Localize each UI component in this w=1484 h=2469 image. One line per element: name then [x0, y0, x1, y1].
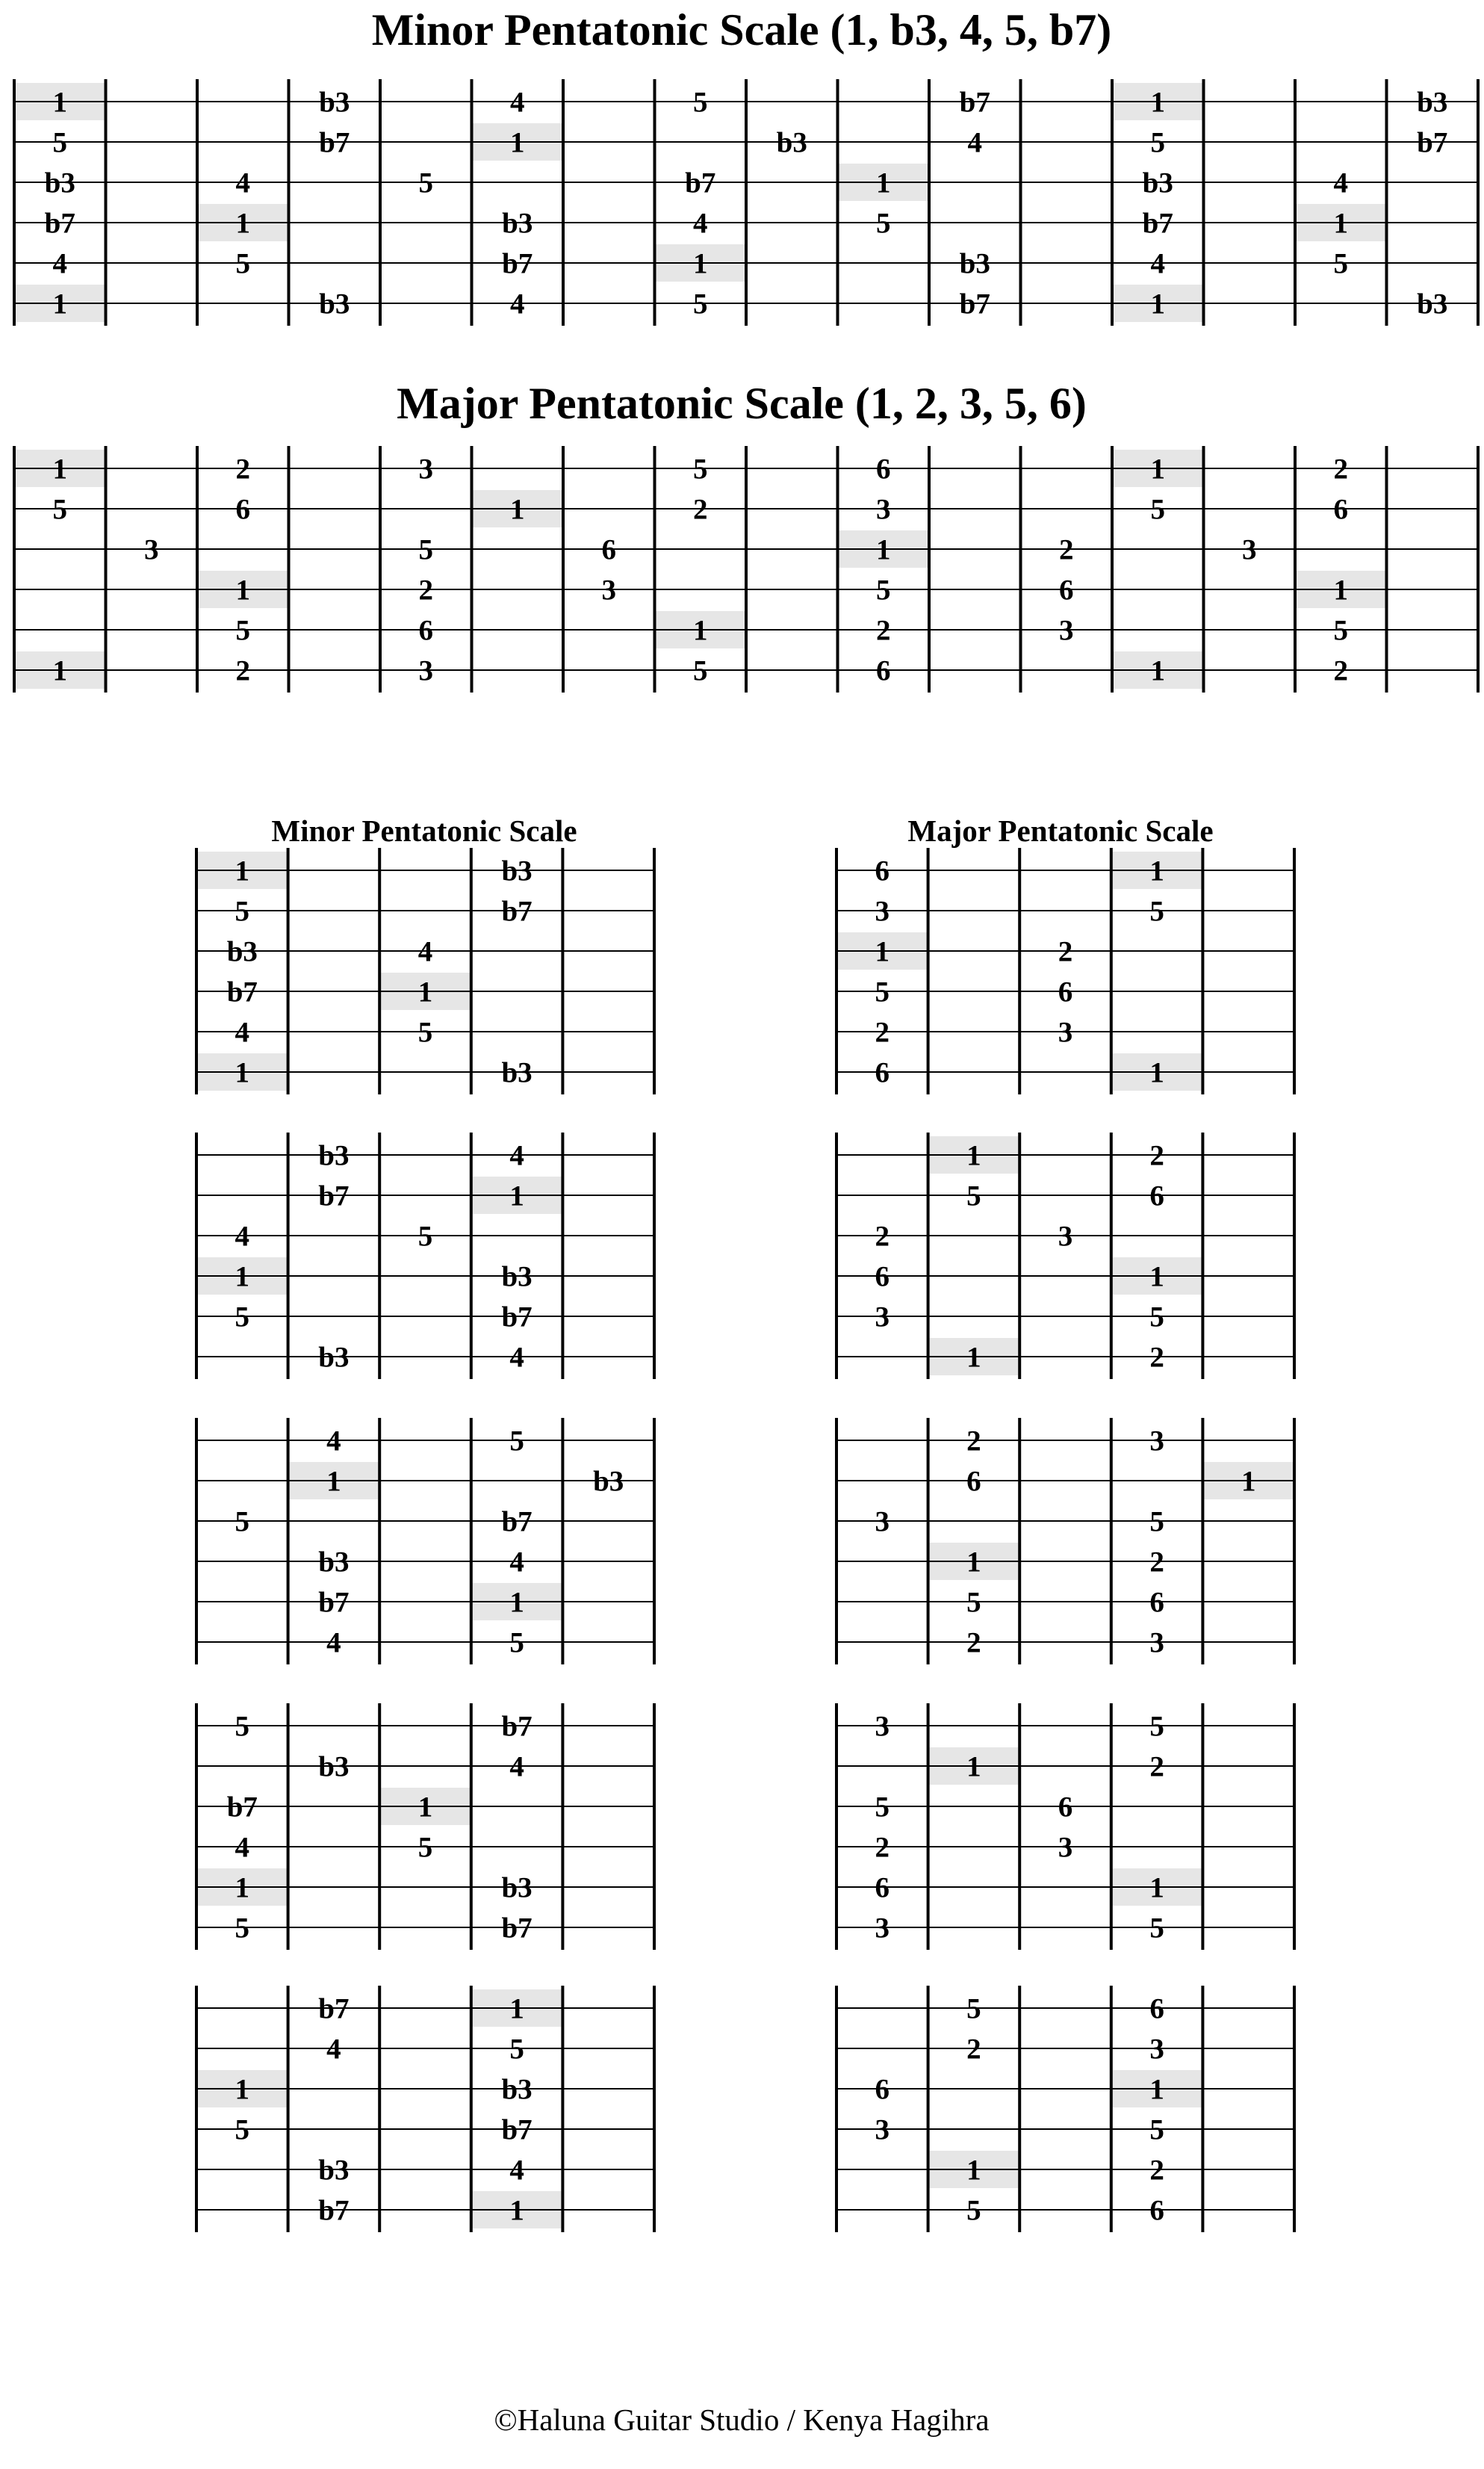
root-note: 1	[966, 2154, 981, 2187]
scale-degree-note: b3	[44, 167, 75, 199]
scale-degree-note: 4	[326, 2033, 341, 2066]
scale-degree-note: 4	[1333, 167, 1348, 199]
scale-degree-note: 5	[417, 1016, 433, 1049]
major-box-position-5	[836, 1986, 1294, 2232]
scale-degree-note: b3	[319, 86, 350, 119]
scale-degree-note: 5	[509, 2033, 524, 2066]
scale-degree-note: 4	[235, 1831, 250, 1864]
root-note: 1	[693, 614, 708, 647]
scale-degree-note: b7	[502, 247, 533, 280]
scale-degree-note: 2	[693, 493, 708, 526]
scale-degree-note: b7	[44, 207, 75, 240]
scale-degree-note: 4	[693, 207, 708, 240]
scale-degree-note: b7	[501, 1301, 533, 1333]
scale-degree-note: b3	[318, 1750, 350, 1783]
root-note: 1	[235, 574, 250, 607]
scale-degree-note: 5	[693, 453, 708, 486]
scale-degree-note: 3	[1149, 2033, 1164, 2066]
scale-degree-note: b7	[226, 976, 258, 1009]
root-note: 1	[1241, 1465, 1256, 1498]
scale-degree-note: 3	[875, 1505, 890, 1538]
root-note: 1	[1333, 574, 1348, 607]
scale-degree-note: 5	[509, 1626, 524, 1659]
scale-degree-note: 5	[1149, 1505, 1164, 1538]
scale-degree-note: b3	[1417, 86, 1448, 119]
scale-degree-note: 4	[235, 167, 250, 199]
scale-degree-note: 2	[875, 1220, 890, 1253]
scale-degree-note: 5	[235, 1912, 250, 1945]
scale-degree-note: b7	[319, 126, 350, 159]
scale-degree-note: 2	[966, 2033, 981, 2066]
scale-degree-note: 2	[235, 453, 250, 486]
scale-degree-note: 5	[966, 2194, 981, 2227]
major-box-position-4	[836, 1703, 1294, 1950]
scale-degree-note: 3	[418, 654, 433, 687]
major-scale-title: Major Pentatonic Scale (1, 2, 3, 5, 6)	[397, 379, 1087, 428]
scale-degree-note: 3	[418, 453, 433, 486]
scale-degree-note: 2	[1149, 2154, 1164, 2187]
root-note: 1	[52, 453, 67, 486]
scale-degree-note: 5	[693, 288, 708, 320]
scale-degree-note: 2	[966, 1425, 981, 1457]
scale-degree-note: b7	[501, 1505, 533, 1538]
scale-degree-note: 6	[1058, 976, 1073, 1009]
scale-degree-note: b3	[1417, 288, 1448, 320]
scale-degree-note: 3	[875, 1301, 890, 1333]
scale-degree-note: 5	[966, 1586, 981, 1619]
scale-degree-note: 5	[235, 2113, 250, 2146]
scale-degree-note: 5	[1149, 1912, 1164, 1945]
scale-degree-note: 3	[1059, 614, 1074, 647]
scale-degree-note: b7	[685, 167, 716, 199]
scale-degree-note: b7	[318, 1180, 350, 1212]
major-boxes-title: Major Pentatonic Scale	[907, 814, 1214, 848]
scale-degree-note: 2	[1149, 1341, 1164, 1374]
scale-degree-note: 4	[509, 1139, 524, 1172]
scale-degree-note: 5	[876, 574, 891, 607]
scale-degree-note: b3	[226, 935, 258, 968]
scale-degree-note: b7	[1142, 207, 1173, 240]
root-note: 1	[235, 2073, 250, 2106]
minor-box-position-5	[196, 1986, 654, 2232]
scale-degree-note: 4	[510, 288, 525, 320]
scale-degree-note: b7	[501, 895, 533, 928]
root-note: 1	[1149, 855, 1164, 887]
root-note: 1	[326, 1465, 341, 1498]
scale-degree-note: 5	[1149, 1710, 1164, 1743]
scale-degree-note: 2	[1149, 1750, 1164, 1783]
root-note: 1	[693, 247, 708, 280]
scale-degree-note: 6	[1149, 1992, 1164, 2025]
minor-box-position-3	[196, 1418, 654, 1664]
major-box-position-3	[836, 1418, 1294, 1664]
scale-degree-note: b7	[226, 1791, 258, 1824]
scale-degree-note: 2	[1149, 1546, 1164, 1579]
scale-degree-note: 5	[1150, 126, 1165, 159]
scale-degree-note: 6	[1149, 2194, 1164, 2227]
scale-degree-note: b7	[1417, 126, 1448, 159]
scale-degree-note: 5	[235, 1505, 250, 1538]
scale-degree-note: 6	[876, 654, 891, 687]
minor-boxes-title: Minor Pentatonic Scale	[271, 814, 577, 848]
scale-degree-note: 3	[1242, 533, 1257, 566]
scale-degree-note: 2	[1058, 935, 1073, 968]
scale-degree-note: 2	[235, 654, 250, 687]
scale-degree-note: 5	[1149, 1301, 1164, 1333]
root-note: 1	[417, 976, 433, 1009]
minor-box-position-2	[196, 1133, 654, 1379]
scale-degree-note: 5	[1150, 493, 1165, 526]
scale-degree-note: 4	[967, 126, 982, 159]
root-note: 1	[1150, 86, 1165, 119]
scale-degree-note: 5	[52, 126, 67, 159]
scale-degree-note: b3	[502, 207, 533, 240]
scale-degree-note: 3	[601, 574, 616, 607]
scale-degree-note: 2	[418, 574, 433, 607]
scale-degree-note: 4	[509, 1750, 524, 1783]
scale-degree-note: 5	[418, 533, 433, 566]
root-note: 1	[509, 1992, 524, 2025]
scale-degree-note: 5	[693, 86, 708, 119]
scale-degree-note: b3	[318, 1546, 350, 1579]
scale-degree-note: b3	[1142, 167, 1173, 199]
root-note: 1	[235, 1056, 250, 1089]
scale-degree-note: 4	[235, 1016, 250, 1049]
root-note: 1	[417, 1791, 433, 1824]
scale-degree-note: 5	[418, 167, 433, 199]
scale-degree-note: 3	[875, 895, 890, 928]
root-note: 1	[1150, 288, 1165, 320]
scale-degree-note: 2	[1333, 654, 1348, 687]
scale-degree-note: 6	[875, 2073, 890, 2106]
scale-degree-note: 5	[693, 654, 708, 687]
scale-degree-note: 4	[326, 1626, 341, 1659]
scale-degree-note: 6	[1149, 1586, 1164, 1619]
scale-degree-note: 5	[875, 976, 890, 1009]
scale-degree-note: b7	[501, 1912, 533, 1945]
root-note: 1	[1149, 1260, 1164, 1293]
scale-degree-note: b3	[501, 1260, 533, 1293]
root-note: 1	[52, 288, 67, 320]
root-note: 1	[1149, 1871, 1164, 1904]
scale-degree-note: 6	[418, 614, 433, 647]
scale-degree-note: b7	[318, 2194, 350, 2227]
scale-degree-note: b3	[776, 126, 807, 159]
root-note: 1	[1333, 207, 1348, 240]
scale-degree-note: 5	[52, 493, 67, 526]
scale-degree-note: 4	[235, 1220, 250, 1253]
scale-degree-note: 5	[875, 1791, 890, 1824]
root-note: 1	[510, 493, 525, 526]
root-note: 1	[966, 1750, 981, 1783]
scale-degree-note: 4	[509, 1341, 524, 1374]
root-note: 1	[966, 1139, 981, 1172]
scale-degree-note: b3	[318, 1139, 350, 1172]
scale-degree-note: 3	[1149, 1425, 1164, 1457]
minor-full-fretboard	[14, 79, 1478, 326]
scale-degree-note: 4	[52, 247, 67, 280]
scale-degree-note: 3	[875, 1912, 890, 1945]
scale-degree-note: 2	[966, 1626, 981, 1659]
scale-degree-note: 5	[966, 1992, 981, 2025]
scale-degree-note: 6	[875, 1871, 890, 1904]
scale-degree-note: 6	[966, 1465, 981, 1498]
scale-degree-note: 4	[417, 935, 433, 968]
scale-degree-note: 5	[1149, 895, 1164, 928]
scale-degree-note: 3	[1058, 1831, 1073, 1864]
root-note: 1	[509, 1180, 524, 1212]
scale-degree-note: 5	[235, 1301, 250, 1333]
root-note: 1	[1149, 2073, 1164, 2106]
copyright-credit: ©Haluna Guitar Studio / Kenya Hagihra	[494, 2403, 990, 2437]
root-note: 1	[966, 1341, 981, 1374]
scale-degree-note: b3	[318, 2154, 350, 2187]
scale-degree-note: 5	[235, 247, 250, 280]
scale-degree-note: 6	[235, 493, 250, 526]
scale-degree-note: b7	[318, 1992, 350, 2025]
scale-degree-note: 2	[876, 614, 891, 647]
scale-degree-note: 4	[510, 86, 525, 119]
minor-box-column	[196, 848, 654, 2232]
scale-degree-note: b3	[318, 1341, 350, 1374]
scale-degree-note: 4	[509, 2154, 524, 2187]
scale-degree-note: 2	[1333, 453, 1348, 486]
root-note: 1	[509, 1586, 524, 1619]
scale-degree-note: b3	[959, 247, 990, 280]
scale-degree-note: 6	[875, 1260, 890, 1293]
root-note: 1	[1149, 1056, 1164, 1089]
scale-degree-note: b7	[501, 1710, 533, 1743]
scale-degree-note: b7	[959, 288, 990, 320]
scale-degree-note: 5	[235, 1710, 250, 1743]
scale-degree-note: 2	[1059, 533, 1074, 566]
scale-degree-note: 6	[1059, 574, 1074, 607]
minor-box-position-4	[196, 1703, 654, 1950]
root-note: 1	[876, 167, 891, 199]
scale-degree-note: 5	[235, 614, 250, 647]
root-note: 1	[1150, 453, 1165, 486]
root-note: 1	[235, 207, 250, 240]
scale-degree-note: 5	[1333, 247, 1348, 280]
scale-degree-note: 4	[509, 1546, 524, 1579]
scale-degree-note: 3	[1058, 1220, 1073, 1253]
root-note: 1	[52, 86, 67, 119]
scale-degree-note: 4	[1150, 247, 1165, 280]
scale-degree-note: 6	[1149, 1180, 1164, 1212]
scale-degree-note: b3	[501, 855, 533, 887]
scale-degree-note: b3	[593, 1465, 624, 1498]
scale-degree-note: 3	[875, 2113, 890, 2146]
scale-degree-note: 6	[601, 533, 616, 566]
major-box-column	[836, 848, 1294, 2232]
major-full-fretboard	[14, 446, 1478, 693]
scale-degree-note: 2	[1149, 1139, 1164, 1172]
scale-degree-note: b7	[501, 2113, 533, 2146]
root-note: 1	[509, 2194, 524, 2227]
minor-box-position-1	[196, 848, 654, 1094]
scale-degree-note: 6	[875, 855, 890, 887]
scale-degree-note: 5	[235, 895, 250, 928]
scale-degree-note: 3	[1058, 1016, 1073, 1049]
root-note: 1	[966, 1546, 981, 1579]
scale-degree-note: b3	[501, 2073, 533, 2106]
scale-degree-note: 2	[875, 1016, 890, 1049]
scale-degree-note: 5	[509, 1425, 524, 1457]
minor-scale-title: Minor Pentatonic Scale (1, b3, 4, 5, b7)	[371, 5, 1112, 55]
root-note: 1	[235, 1871, 250, 1904]
scale-degree-note: 5	[417, 1220, 433, 1253]
scale-degree-note: 6	[875, 1056, 890, 1089]
root-note: 1	[1150, 654, 1165, 687]
root-note: 1	[235, 1260, 250, 1293]
scale-degree-note: 5	[417, 1831, 433, 1864]
root-note: 1	[52, 654, 67, 687]
scale-degree-note: 6	[1333, 493, 1348, 526]
scale-degree-note: 6	[876, 453, 891, 486]
scale-degree-note: b3	[501, 1056, 533, 1089]
scale-degree-note: 5	[1333, 614, 1348, 647]
scale-degree-note: 3	[144, 533, 159, 566]
scale-degree-note: b7	[318, 1586, 350, 1619]
scale-degree-note: 3	[875, 1710, 890, 1743]
scale-degree-note: 5	[966, 1180, 981, 1212]
scale-degree-note: b7	[959, 86, 990, 119]
scale-degree-note: 5	[1149, 2113, 1164, 2146]
scale-degree-note: 3	[1149, 1626, 1164, 1659]
scale-degree-note: 4	[326, 1425, 341, 1457]
root-note: 1	[876, 533, 891, 566]
scale-degree-note: 6	[1058, 1791, 1073, 1824]
scale-degree-note: 3	[876, 493, 891, 526]
root-note: 1	[235, 855, 250, 887]
major-box-position-1	[836, 848, 1294, 1094]
scale-degree-note: 5	[876, 207, 891, 240]
scale-degree-note: b3	[501, 1871, 533, 1904]
scale-degree-note: 2	[875, 1831, 890, 1864]
root-note: 1	[510, 126, 525, 159]
root-note: 1	[875, 935, 890, 968]
scale-degree-note: b3	[319, 288, 350, 320]
major-box-position-2	[836, 1133, 1294, 1379]
